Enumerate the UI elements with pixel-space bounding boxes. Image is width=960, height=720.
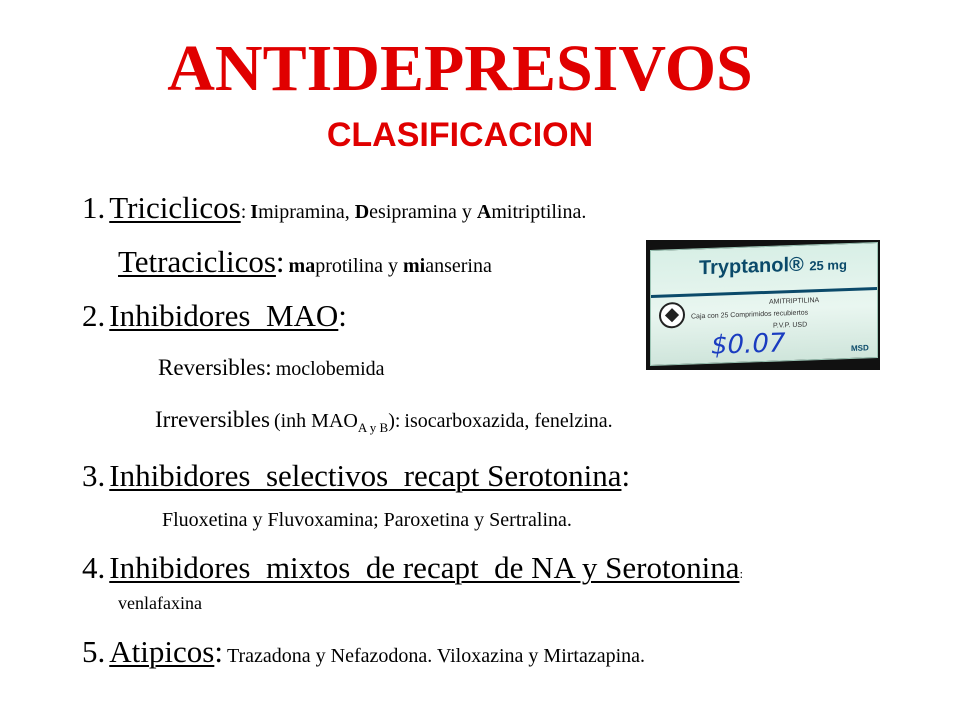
tryptanol-box-photo (646, 240, 880, 370)
item-isrs-drugs (162, 510, 572, 530)
item-mixtos (82, 552, 743, 583)
item-number: 2. (82, 298, 106, 333)
irreversible-label: Irreversibles (155, 407, 270, 432)
irreversible-drugs: isocarboxazida, fenelzina. (404, 410, 613, 432)
price-label: P.V.P. USD (773, 321, 808, 330)
item-sep: : (621, 458, 631, 493)
item-heading: Atipicos (109, 634, 215, 669)
item-sep: : (739, 566, 744, 581)
slide-subtitle: CLASIFICACION (326, 116, 594, 154)
handwritten-price: $0.07 (711, 328, 786, 361)
item-irreversibles (155, 408, 613, 434)
medication-box (650, 242, 878, 366)
brand-name: Tryptanol® 25 mg (699, 253, 847, 280)
item-tetraciclicos (118, 246, 492, 277)
item-sep: : (214, 634, 223, 669)
item-heading: Inhibidores selectivos recapt Serotonina (109, 458, 622, 493)
item-drugs: maprotilina y mianserina (288, 255, 492, 277)
item-number: 3. (82, 458, 106, 493)
slide-title: ANTIDEPRESIVOS (167, 32, 753, 105)
maker-logo: MSD (851, 343, 869, 353)
reversible-label: Reversibles: (158, 355, 272, 380)
box-stripe (651, 287, 877, 298)
item-number: 4. (82, 550, 106, 585)
item-triciclicos (82, 192, 586, 223)
msd-badge-icon (659, 302, 685, 329)
item-heading: Tetraciclicos (118, 244, 276, 279)
item-drugs: Imipramina, Desipramina y Amitriptilina. (250, 201, 587, 223)
item-mixtos-drugs (118, 594, 202, 613)
reversible-drugs: moclobemida (275, 358, 385, 380)
item-sep: : (338, 298, 347, 333)
item-drugs: Trazadona y Nefazodona. Viloxazina y Mirtazapina. (226, 645, 646, 667)
item-sep: : (275, 244, 285, 279)
item-heading: Inhibidores MAO (109, 298, 339, 333)
item-sep: : (240, 201, 247, 223)
generic-name: AMITRIPTILINA (769, 297, 820, 306)
box-text: Caja con 25 Comprimidos recubiertos (691, 309, 809, 321)
item-number: 5. (82, 634, 106, 669)
item-heading: Inhibidores mixtos de recapt de NA y Serotonina (109, 550, 740, 585)
item-atipicos (82, 636, 645, 667)
item-drugs: venlafaxina (118, 593, 202, 613)
item-drugs: Fluoxetina y Fluvoxamina; Paroxetina y Sertralina. (162, 509, 572, 531)
item-inhibidores-mao (82, 300, 347, 331)
irreversible-note: (inh $MAO_{A y B}$): (273, 410, 401, 435)
item-heading: Triciclicos (109, 190, 241, 225)
item-isrs (82, 460, 630, 491)
item-number: 1. (82, 190, 106, 225)
item-reversibles (158, 356, 385, 379)
